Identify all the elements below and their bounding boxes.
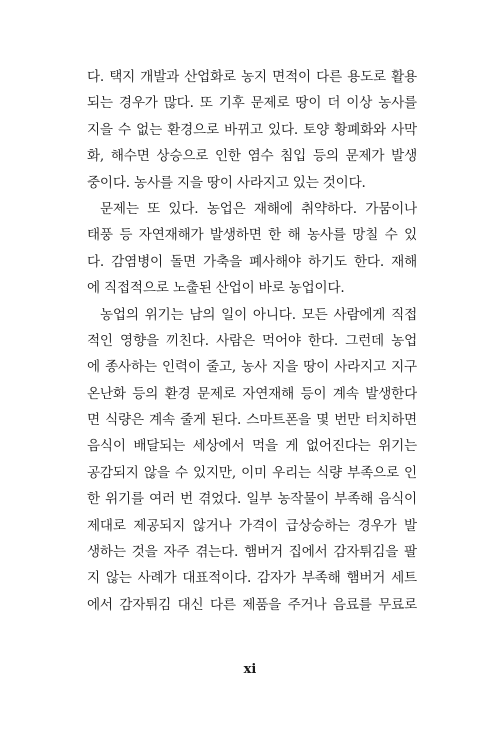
text-line: 문제는 또 있다. 농업은 재해에 취약하다. 가뭄이나 xyxy=(100,200,417,217)
text-line: 온난화 등의 환경 문제로 자연재해 등이 계속 발생한다 xyxy=(87,385,417,402)
text-line: 지 않는 사례가 대표적이다. 감자가 부족해 햄버거 세트 xyxy=(87,570,417,587)
paragraph-1 xyxy=(87,64,417,196)
text-line: 에 종사하는 인력이 줄고, 농사 지을 땅이 사라지고 지구 xyxy=(87,359,417,376)
body-text xyxy=(87,64,417,618)
text-line: 음식이 배달되는 세상에서 먹을 게 없어진다는 위기는 xyxy=(87,438,417,455)
text-line: 되는 경우가 많다. 또 기후 문제로 땅이 더 이상 농사를 xyxy=(87,95,417,112)
text-line: 태풍 등 자연재해가 발생하면 한 해 농사를 망칠 수 있 xyxy=(87,227,417,244)
text-line: 면 식량은 계속 줄게 된다. 스마트폰을 몇 번만 터치하면 xyxy=(87,412,417,429)
text-line: 생하는 것을 자주 겪는다. 햄버거 집에서 감자튀김을 팔 xyxy=(87,544,417,561)
text-line: 농업의 위기는 남의 일이 아니다. 모든 사람에게 직접 xyxy=(100,306,417,323)
text-line: 다. 택지 개발과 산업화로 농지 면적이 다른 용도로 활용 xyxy=(87,69,417,85)
text-line: 한 위기를 여러 번 겪었다. 일부 농작물이 부족해 음식이 xyxy=(87,491,417,508)
text-line: 적인 영향을 끼친다. 사람은 먹어야 한다. 그런데 농업 xyxy=(87,332,417,349)
text-line: 공감되지 않을 수 있지만, 이미 우리는 식량 부족으로 인 xyxy=(87,464,417,481)
text-line: 에서 감자튀김 대신 다른 제품을 주거나 음료를 무료로 xyxy=(87,596,417,613)
text-line: 중이다. 농사를 지을 땅이 사라지고 있는 것이다. xyxy=(87,174,366,191)
page-number: xi xyxy=(243,662,257,677)
text-line: 제대로 제공되지 않거나 가격이 급상승하는 경우가 발 xyxy=(87,517,417,534)
text-line: 에 직접적으로 노출된 산업이 바로 농업이다. xyxy=(87,280,345,297)
text-line: 다. 감염병이 돌면 가축을 폐사해야 하기도 한다. 재해 xyxy=(87,253,417,270)
text-line: 지을 수 없는 환경으로 바뀌고 있다. 토양 황폐화와 사막 xyxy=(87,121,417,138)
text-line: 화, 해수면 상승으로 인한 염수 침입 등의 문제가 발생 xyxy=(87,148,417,165)
paragraph-2 xyxy=(87,196,417,302)
paragraph-3 xyxy=(87,302,417,619)
